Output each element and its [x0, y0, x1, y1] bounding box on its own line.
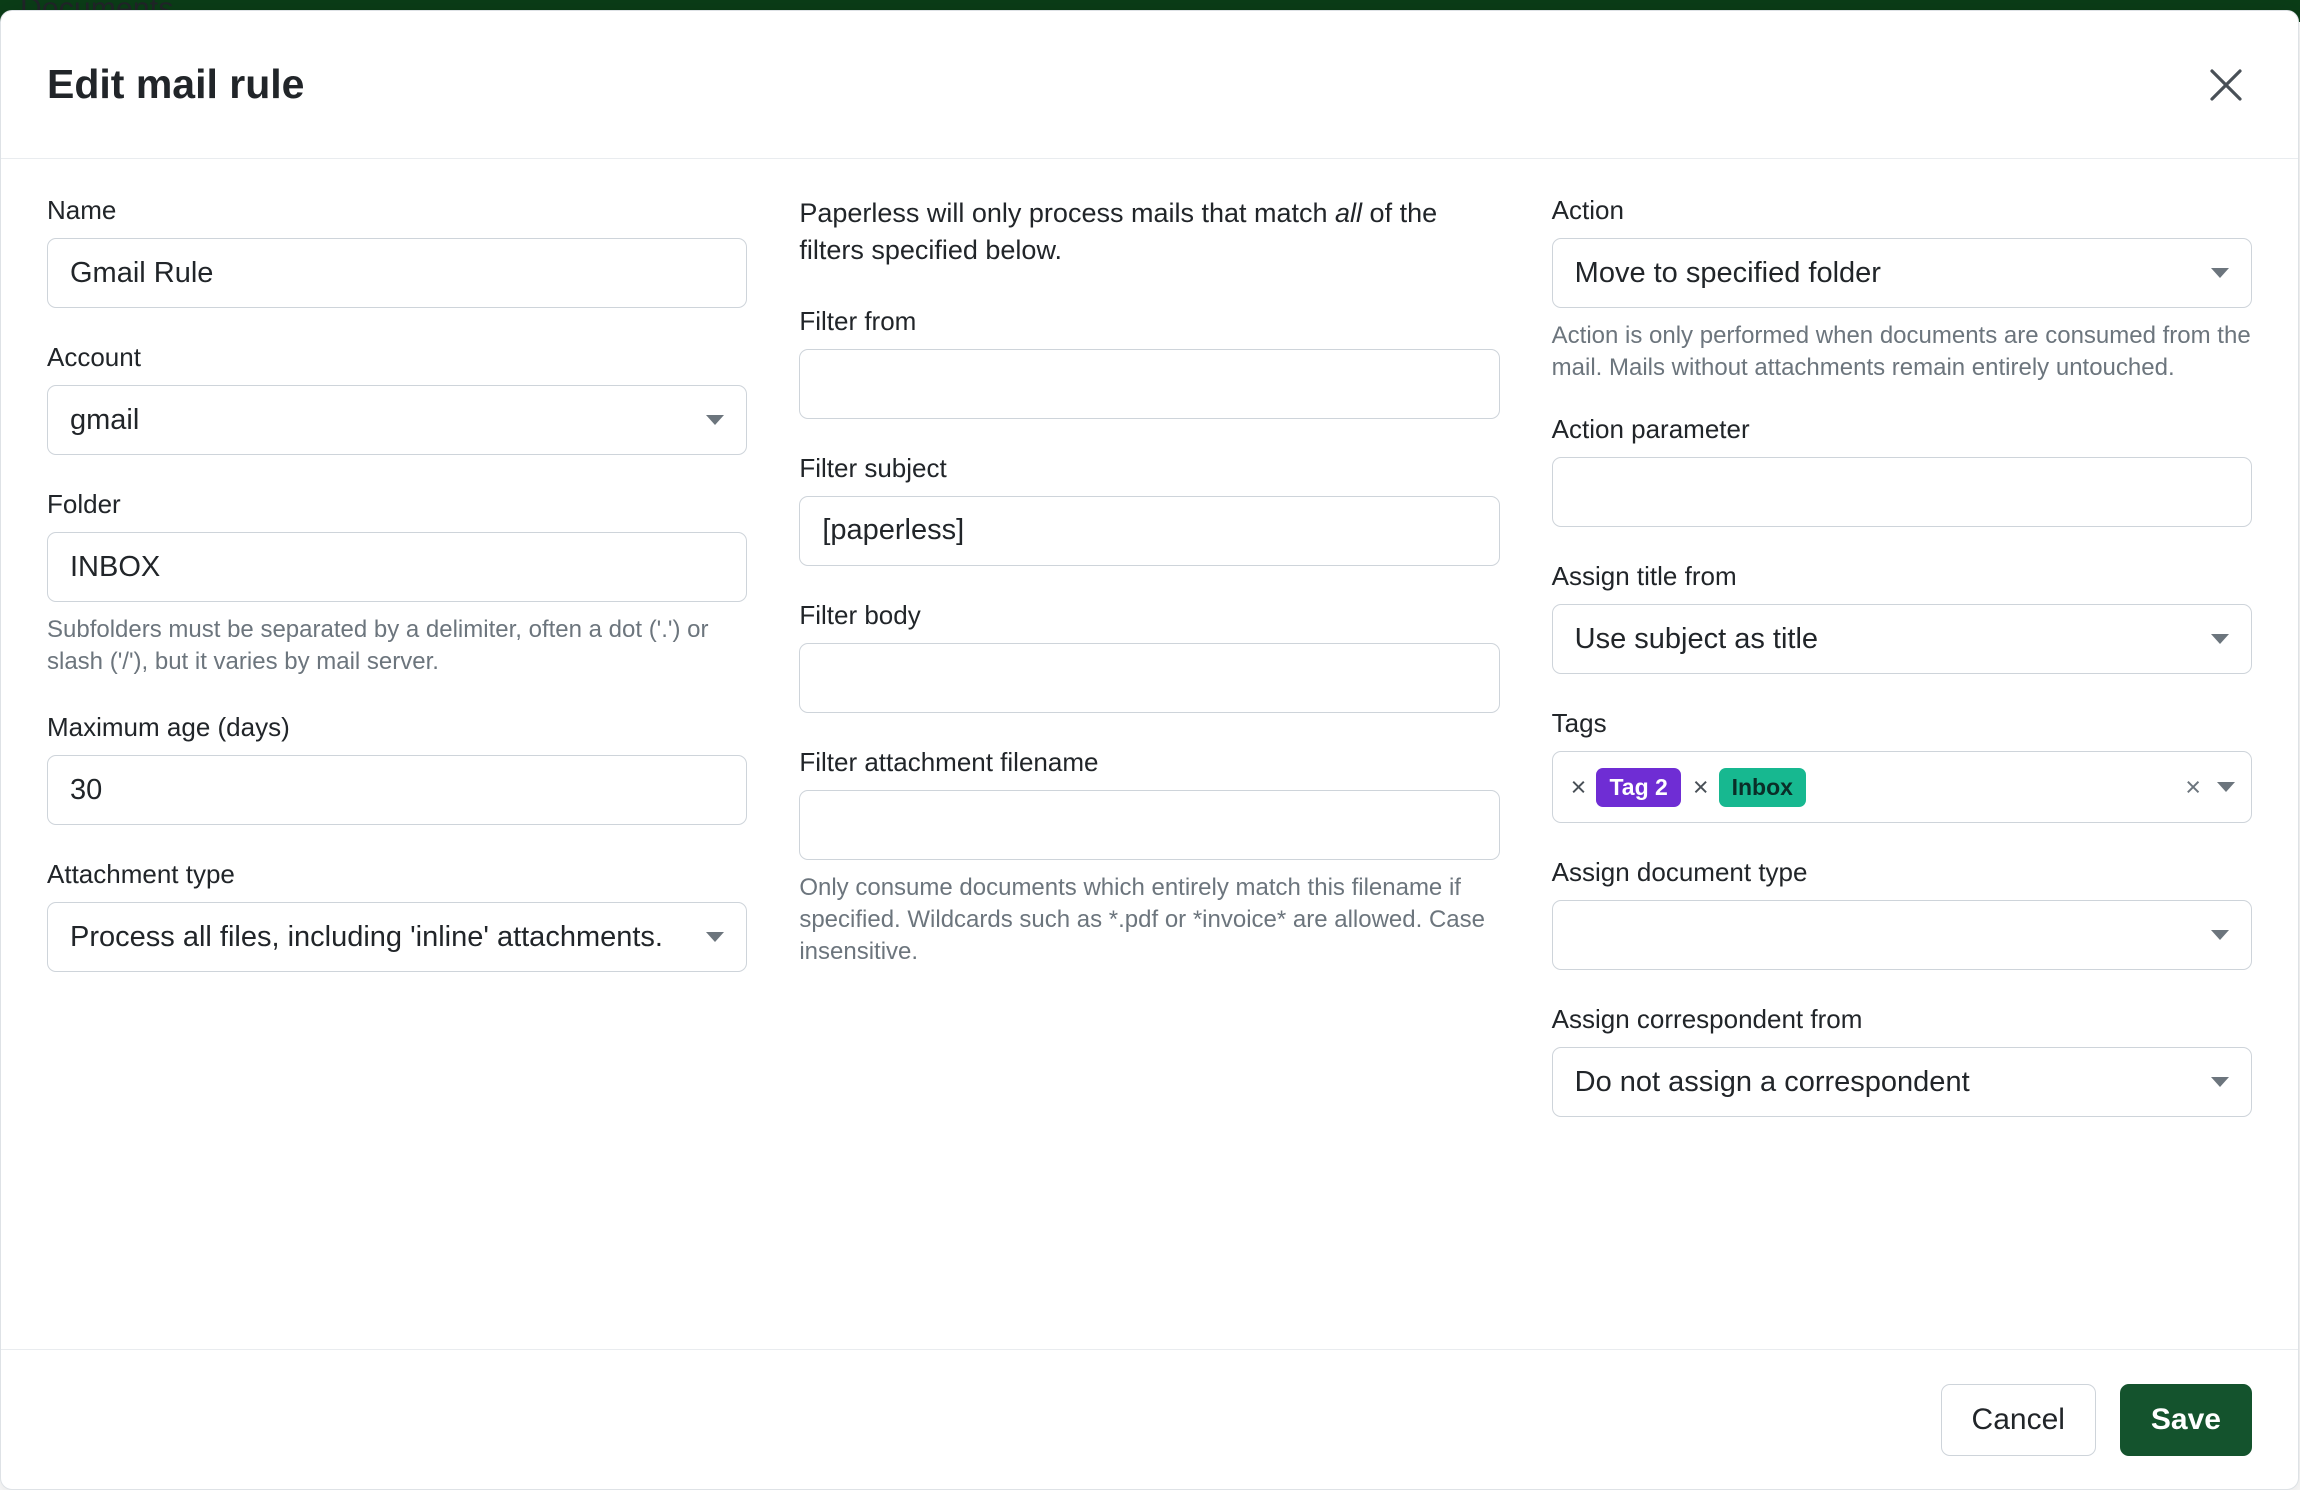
assign-correspondent-from-select[interactable]: [1552, 1047, 2252, 1117]
tag-item: [1571, 768, 1681, 807]
filter-body-input[interactable]: [799, 643, 1499, 713]
filter-attachment-filename-label: Filter attachment filename: [799, 746, 1099, 777]
filter-from-input[interactable]: [799, 349, 1499, 419]
close-icon[interactable]: [2198, 57, 2254, 113]
chevron-down-icon: [706, 415, 724, 425]
account-select[interactable]: [47, 385, 747, 455]
assign-title-from-select[interactable]: [1552, 604, 2252, 674]
folder-label: Folder: [47, 489, 121, 519]
tag-item: [1693, 768, 1806, 807]
action-select[interactable]: [1552, 238, 2252, 308]
assign-title-from-label: Assign title from: [1551, 561, 1737, 592]
tags-label: Tags: [1551, 708, 1607, 739]
filters-intro-emphasis: all: [1335, 198, 1363, 228]
name-input[interactable]: Gmail Rule: [47, 238, 747, 308]
edit-mail-rule-dialog: [0, 10, 2299, 1490]
tag-chip: Tag 2: [1596, 768, 1680, 807]
action-select-value: Move to specified folder: [1574, 256, 1881, 289]
column-actions: [1552, 195, 2252, 1349]
chevron-down-icon: [2211, 930, 2229, 940]
maximum-age-input[interactable]: 30: [47, 755, 747, 825]
remove-tag-icon[interactable]: ×: [1692, 771, 1709, 802]
tags-actions: [2185, 771, 2235, 802]
attachment-type-value: Process all files, including 'inline' attachments.: [70, 920, 663, 953]
tags-select[interactable]: [1552, 751, 2252, 823]
assign-correspondent-from-label: Assign correspondent from: [1551, 1004, 1863, 1035]
dialog-footer: [1, 1349, 2298, 1489]
attachment-type-select[interactable]: [47, 902, 747, 972]
column-general: [47, 195, 747, 1349]
dialog-header: [1, 11, 2298, 159]
remove-tag-icon[interactable]: ×: [1570, 771, 1587, 802]
filter-subject-input[interactable]: [paperless]: [799, 496, 1499, 566]
filter-attachment-helper-text: Only consume documents which entirely match this filename if specified. Wildcards such as *.pdf or *invoice* are allowed. Case insensitive.: [799, 873, 1485, 965]
action-helper-text: Action is only performed when documents are consumed from the mail. Mails without attachments remain entirely untouched.: [1551, 322, 2251, 382]
assign-title-from-value: Use subject as title: [1574, 622, 1819, 655]
filters-intro-before: Paperless will only process mails that match: [799, 198, 1336, 228]
action-label: Action: [1551, 195, 1624, 225]
action-parameter-label: Action parameter: [1551, 414, 1750, 445]
action-parameter-input[interactable]: [1552, 457, 2252, 527]
clear-tags-icon[interactable]: ×: [2185, 771, 2201, 802]
dialog-title: Edit mail rule: [47, 61, 305, 107]
cancel-button[interactable]: Cancel: [1941, 1384, 2096, 1456]
folder-helper-text: Subfolders must be separated by a delimiter, often a dot ('.') or slash ('/'), but it varies by mail server.: [47, 616, 709, 676]
filter-attachment-filename-input[interactable]: [799, 790, 1499, 860]
name-label: Name: [47, 195, 117, 225]
filters-intro-text: [799, 195, 1499, 270]
chevron-down-icon: [2211, 268, 2229, 278]
attachment-type-label: Attachment type: [47, 859, 235, 890]
chevron-down-icon: [706, 932, 724, 942]
chevron-down-icon[interactable]: [2217, 782, 2235, 792]
filter-body-label: Filter body: [799, 599, 921, 630]
maximum-age-label: Maximum age (days): [47, 712, 290, 743]
account-label: Account: [47, 342, 141, 372]
column-filters: [799, 195, 1499, 1349]
tag-chip: Inbox: [1719, 768, 1806, 807]
chevron-down-icon: [2211, 634, 2229, 644]
filter-from-label: Filter from: [799, 305, 917, 336]
filter-subject-label: Filter subject: [799, 452, 947, 483]
save-button[interactable]: Save: [2120, 1384, 2252, 1456]
dialog-body: [1, 159, 2298, 1349]
tags-selected-list: [1571, 768, 2176, 807]
assign-correspondent-from-value: Do not assign a correspondent: [1574, 1065, 1970, 1098]
folder-input[interactable]: INBOX: [47, 532, 747, 602]
filters-intro-after: of the filters specified below.: [799, 198, 1438, 266]
account-select-value: gmail: [70, 403, 140, 436]
assign-document-type-label: Assign document type: [1551, 857, 1808, 888]
chevron-down-icon: [2211, 1077, 2229, 1087]
assign-document-type-select[interactable]: [1552, 900, 2252, 970]
